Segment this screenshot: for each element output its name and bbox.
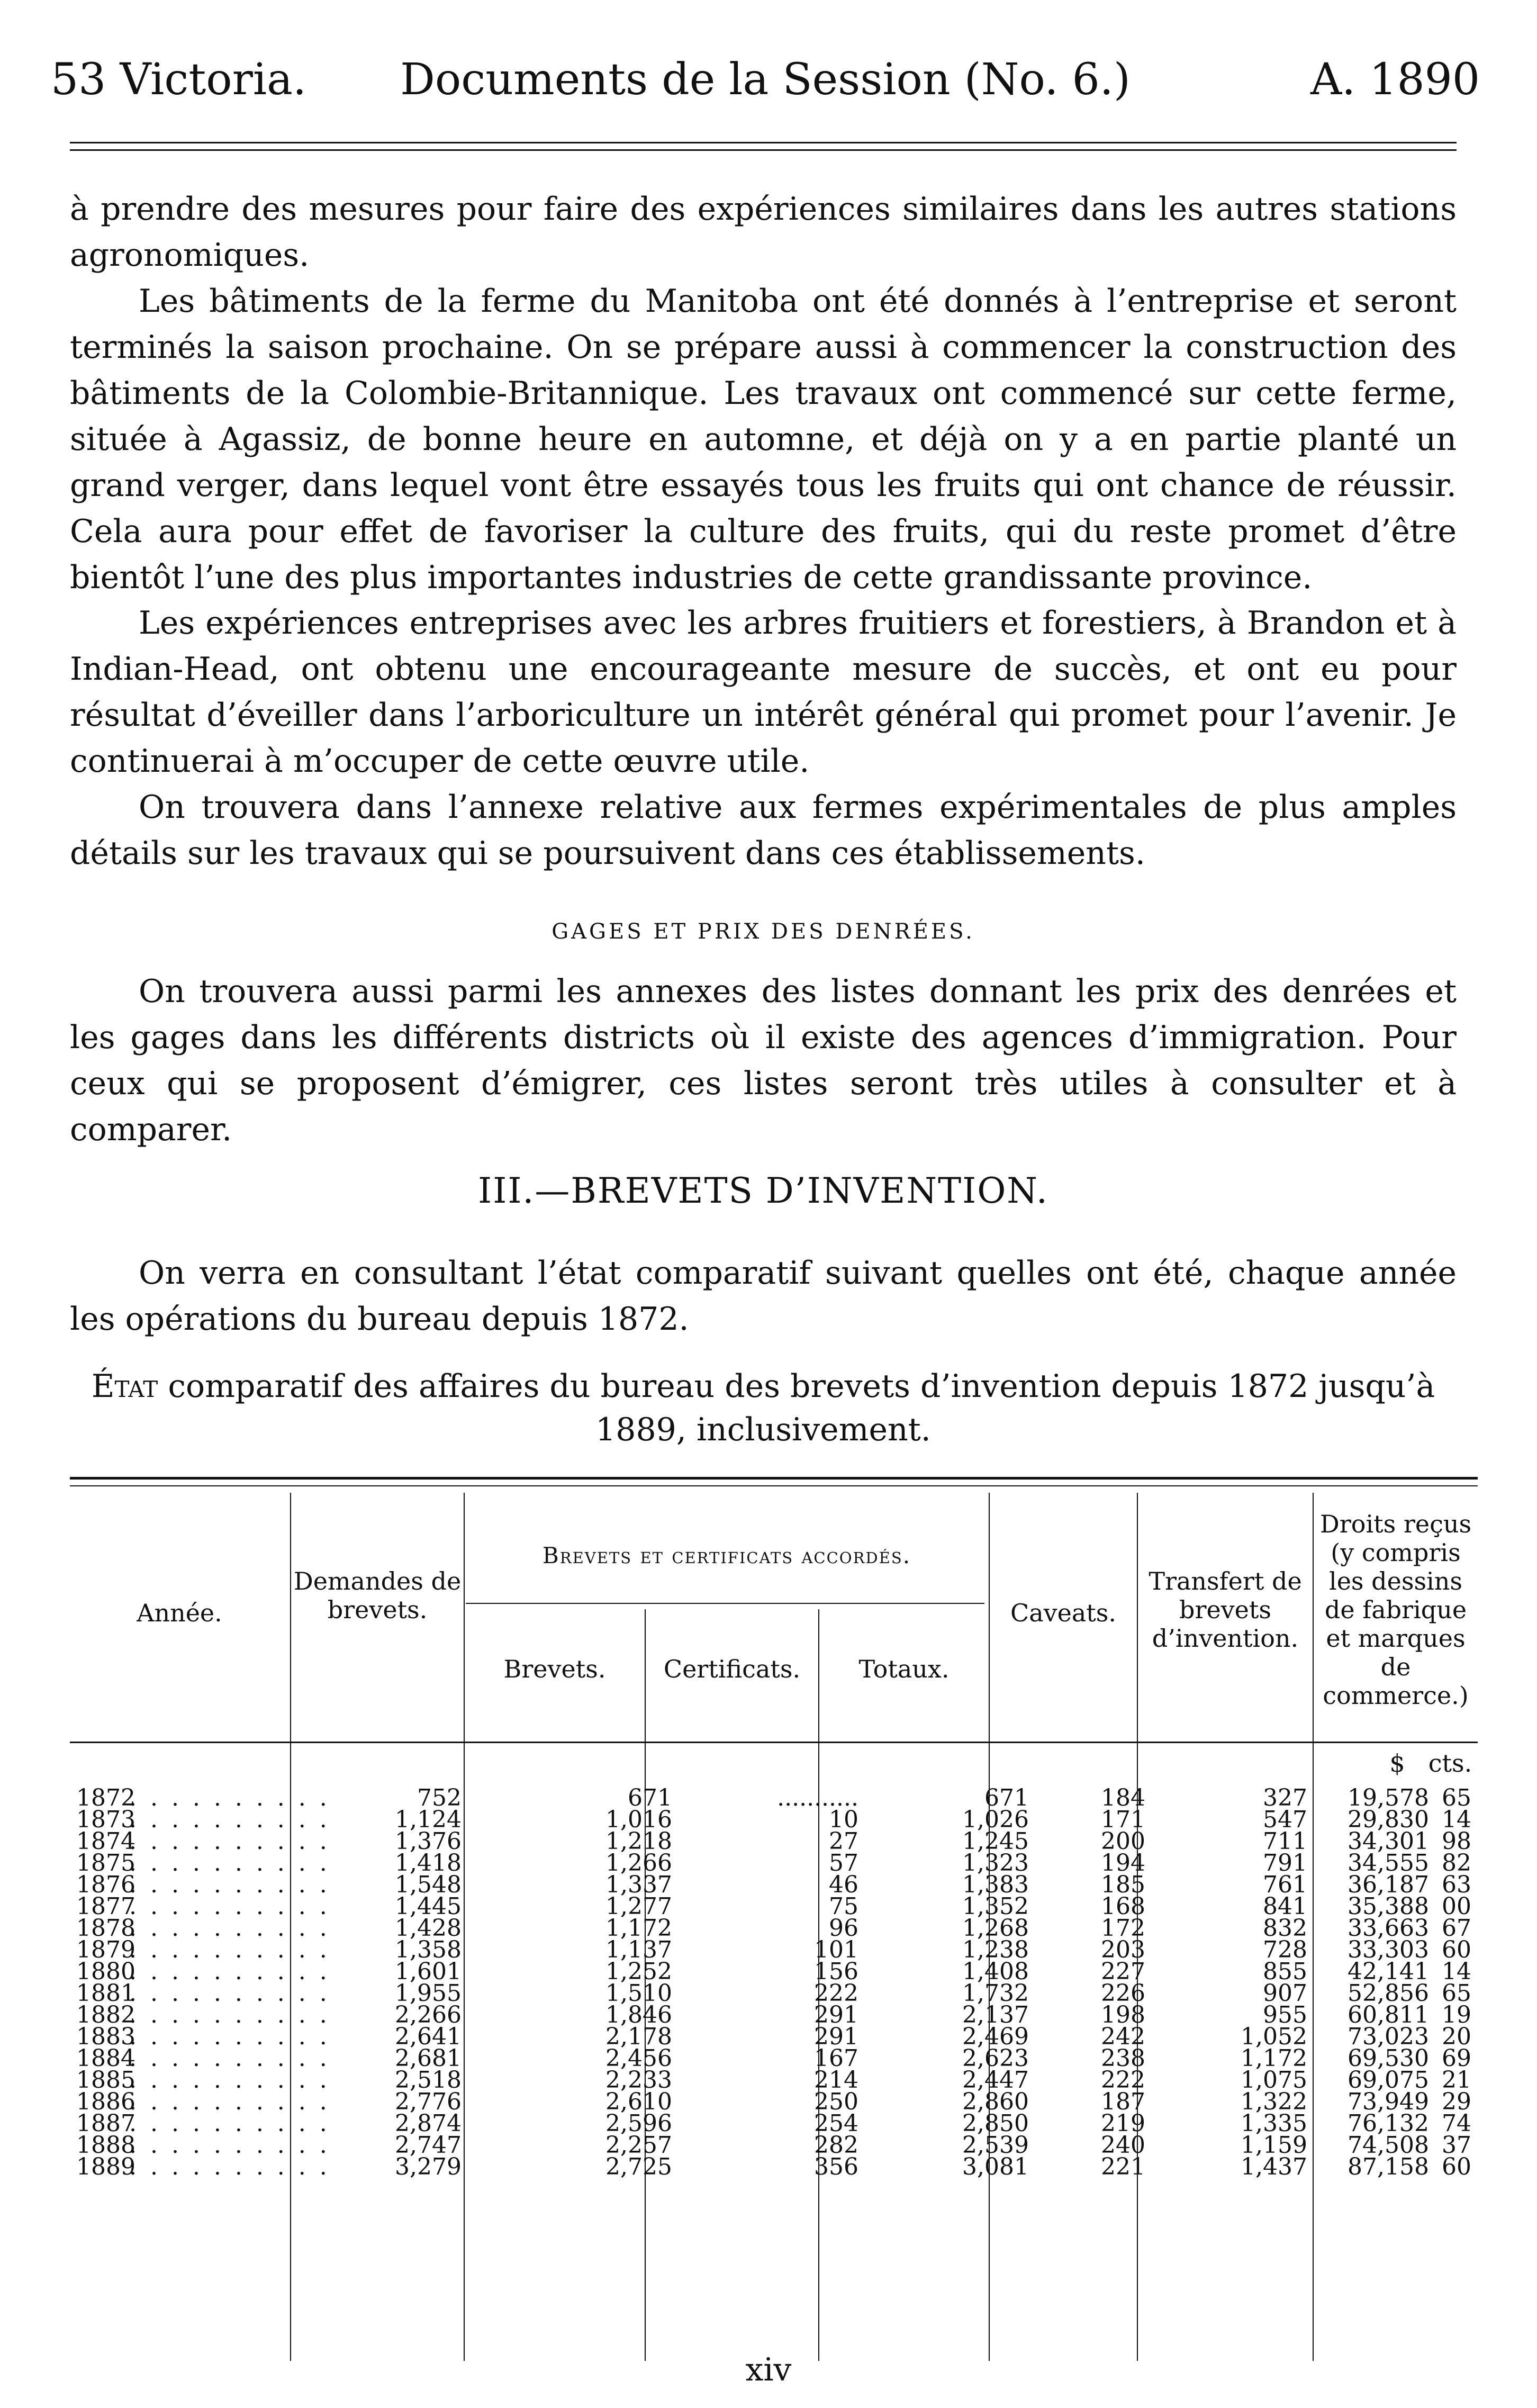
demandes-cell: 1,124 (395, 1806, 462, 1833)
year-cell: 1886 (76, 2088, 135, 2115)
year-cell: 1888 (76, 2132, 135, 2159)
cts-cell: 14 (1442, 1958, 1471, 1985)
demandes-cell: 2,641 (395, 2023, 462, 2050)
transfert-cell: 547 (1263, 1806, 1307, 1833)
demandes-cell: 1,428 (395, 1915, 462, 1942)
transfert-cell: 907 (1263, 1980, 1307, 2007)
transfert-cell: 955 (1263, 2001, 1307, 2028)
cts-cell: 74 (1442, 2110, 1471, 2137)
year-cell: 1876 (76, 1871, 135, 1898)
leader-dots: . . . . . . . . . . (129, 2026, 330, 2048)
caveats-cell: 219 (1101, 2110, 1145, 2137)
certificats-cell: ........... (777, 1784, 858, 1811)
totaux-cell: 1,238 (962, 1936, 1029, 1963)
demandes-cell: 2,266 (395, 2001, 462, 2028)
table-row (70, 1784, 1478, 1811)
totaux-cell: 2,850 (962, 2110, 1029, 2137)
leader-dots: . . . . . . . . . . (129, 2134, 330, 2156)
header-droits: Droits reçus (y compris les dessins de fabrique et marques de commerce.) (1319, 1510, 1472, 1710)
leader-dots: . . . . . . . . . . (129, 2004, 330, 2026)
transfert-cell: 1,172 (1241, 2045, 1307, 2072)
caveats-cell: 242 (1101, 2023, 1145, 2050)
caveats-cell: 203 (1101, 1936, 1145, 1963)
brevets-cell: 2,257 (605, 2132, 672, 2159)
caveats-cell: 238 (1101, 2045, 1145, 2072)
header-brevets: Brevets. (503, 1655, 606, 1683)
totaux-cell: 3,081 (962, 2153, 1029, 2180)
caveats-cell: 221 (1101, 2153, 1145, 2180)
dollars-cell: 73,949 (1348, 2088, 1429, 2115)
totaux-cell: 1,383 (962, 1871, 1029, 1898)
totaux-cell: 1,408 (962, 1958, 1029, 1985)
leader-dots: . . . . . . . . . . (129, 2156, 330, 2178)
table-row (70, 1828, 1478, 1855)
caveats-cell: 226 (1101, 1980, 1145, 2007)
leader-dots: . . . . . . . . . . (129, 1917, 330, 1939)
certificats-cell: 96 (829, 1915, 858, 1942)
transfert-cell: 1,322 (1241, 2088, 1307, 2115)
year-cell: 1885 (76, 2067, 135, 2094)
demandes-cell: 1,358 (395, 1936, 462, 1963)
dollars-cell: 69,075 (1348, 2067, 1429, 2094)
transfert-cell: 1,335 (1241, 2110, 1307, 2137)
totaux-cell: 2,623 (962, 2045, 1029, 2072)
dollars-cell: 76,132 (1348, 2110, 1429, 2137)
certificats-cell: 156 (814, 1958, 858, 1985)
dollars-cell: 36,187 (1348, 1871, 1429, 1898)
brevets-cell: 1,277 (605, 1893, 672, 1920)
table-row (70, 1980, 1478, 2007)
dollars-cell: 87,158 (1348, 2153, 1429, 2180)
cts-cell: 98 (1442, 1828, 1471, 1855)
cts-cell: 60 (1442, 2153, 1471, 2180)
table-row (70, 1915, 1478, 1942)
table-row (70, 2023, 1478, 2050)
demandes-cell: 1,418 (395, 1850, 462, 1877)
caveats-cell: 194 (1101, 1850, 1145, 1877)
paragraph-brevets: On verra en consultant l’état comparatif suivant quelles ont été, chaque année les opérations du bureau depuis 1872. (70, 1255, 1457, 1338)
certificats-cell: 291 (814, 2001, 858, 2028)
transfert-cell: 761 (1263, 1871, 1307, 1898)
year-cell: 1874 (76, 1828, 135, 1855)
paragraph-experiences: Les expériences entreprises avec les arbres fruitiers et forestiers, à Brandon et à Indian-Head, ont obtenu une encourageante mesure de succès, et ont eu pour résultat d’éveiller dans l’arboriculture un intérêt général qui promet pour l’avenir. Je continuerai à m’occuper de cette œuvre utile. (70, 605, 1457, 780)
table-row (70, 1893, 1478, 1920)
totaux-cell: 2,447 (962, 2067, 1029, 2094)
certificats-cell: 27 (829, 1828, 858, 1855)
section-heading: III.—BREVETS D’INVENTION. (478, 1170, 1048, 1211)
brevets-cell: 1,172 (605, 1915, 672, 1942)
caveats-cell: 168 (1101, 1893, 1145, 1920)
certificats-cell: 222 (814, 1980, 858, 2007)
year-cell: 1877 (76, 1893, 135, 1920)
header-rule-top (70, 142, 1457, 143)
totaux-cell: 1,268 (962, 1915, 1029, 1942)
demandes-cell: 1,955 (395, 1980, 462, 2007)
dollars-cell: 33,663 (1348, 1915, 1429, 1942)
transfert-cell: 855 (1263, 1958, 1307, 1985)
brevets-cell: 2,610 (605, 2088, 672, 2115)
caveats-cell: 172 (1101, 1915, 1145, 1942)
dollars-cell: 34,301 (1348, 1828, 1429, 1855)
table-row (70, 2110, 1478, 2137)
page-folio: xiv (745, 2351, 792, 2388)
caveats-cell: 240 (1101, 2132, 1145, 2159)
cts-cell: 65 (1442, 1784, 1471, 1811)
leader-dots: . . . . . . . . . . (129, 2091, 330, 2113)
certificats-cell: 57 (829, 1850, 858, 1877)
table-title (70, 1365, 1457, 1451)
paragraph-manitoba: Les bâtiments de la ferme du Manitoba ont été donnés à l’entreprise et seront terminés la saison prochaine. On se prépare aussi à commencer la construction des bâtiments de la Colombie-Britannique. Les travaux ont commencé sur cette ferme, située à Agassiz, de bonne heure en automne, et déjà on y a en partie planté un grand verger, dans lequel vont être essayés tous les fruits qui ont chance de réussir. Cela aura pour effet de favoriser la culture des fruits, qui du reste promet d’être bientôt l’une des plus importantes industries de cette grandissante province. (70, 283, 1457, 596)
demandes-cell: 752 (417, 1784, 462, 1811)
year-cell: 1883 (76, 2023, 135, 2050)
leader-dots: . . . . . . . . . . (129, 1787, 330, 1809)
header-certificats: Certificats. (663, 1655, 801, 1683)
totaux-cell: 1,352 (962, 1893, 1029, 1920)
table-rule-top-thick (70, 1477, 1478, 1480)
year-cell: 1872 (76, 1784, 135, 1811)
table-rule-header (70, 1742, 1478, 1743)
year-cell: 1879 (76, 1936, 135, 1963)
caveats-cell: 200 (1101, 1828, 1145, 1855)
brevets-cell: 1,266 (605, 1850, 672, 1877)
demandes-cell: 2,776 (395, 2088, 462, 2115)
caveats-cell: 222 (1101, 2067, 1145, 2094)
leader-dots: . . . . . . . . . . (129, 1852, 330, 1874)
demandes-cell: 3,279 (395, 2153, 462, 2180)
transfert-cell: 1,075 (1241, 2067, 1307, 2094)
group-rule (466, 1603, 984, 1604)
totaux-cell: 1,026 (962, 1806, 1029, 1833)
cts-cell: 65 (1442, 1980, 1471, 2007)
demandes-cell: 1,601 (395, 1958, 462, 1985)
brevets-cell: 2,233 (605, 2067, 672, 2094)
demandes-cell: 2,874 (395, 2110, 462, 2137)
cts-cell: 29 (1442, 2088, 1471, 2115)
header-transfert: Transfert de brevets d’invention. (1149, 1567, 1302, 1653)
brevets-cell: 1,510 (605, 1980, 672, 2007)
cts-cell: 21 (1442, 2067, 1471, 2094)
cts-cell: 82 (1442, 1850, 1471, 1877)
dollars-cell: 29,830 (1348, 1806, 1429, 1833)
units-cts: cts. (1428, 1749, 1472, 1778)
leader-dots: . . . . . . . . . . (129, 1809, 330, 1830)
certificats-cell: 250 (814, 2088, 858, 2115)
table-row (70, 1850, 1478, 1877)
table-row (70, 2153, 1478, 2180)
leader-dots: . . . . . . . . . . (129, 2048, 330, 2069)
dollars-cell: 34,555 (1348, 1850, 1429, 1877)
brevets-cell: 1,252 (605, 1958, 672, 1985)
transfert-cell: 841 (1263, 1893, 1307, 1920)
header-session: 53 Victoria. (51, 55, 307, 105)
year-cell: 1884 (76, 2045, 135, 2072)
demandes-cell: 2,681 (395, 2045, 462, 2072)
caveats-cell: 198 (1101, 2001, 1145, 2028)
table-title-rest: comparatif des affaires du bureau des brevets d’invention depuis 1872 jusqu’à 1889, inclusivement. (158, 1368, 1435, 1448)
caveats-cell: 227 (1101, 1958, 1145, 1985)
transfert-cell: 327 (1263, 1784, 1307, 1811)
cts-cell: 69 (1442, 2045, 1471, 2072)
cts-cell: 14 (1442, 1806, 1471, 1833)
caveats-cell: 187 (1101, 2088, 1145, 2115)
leader-dots: . . . . . . . . . . (129, 1830, 330, 1852)
brevets-cell: 1,337 (605, 1871, 672, 1898)
table-row (70, 2132, 1478, 2159)
year-cell: 1881 (76, 1980, 135, 2007)
brevets-cell: 2,596 (605, 2110, 672, 2137)
year-cell: 1887 (76, 2110, 135, 2137)
certificats-cell: 291 (814, 2023, 858, 2050)
header-demandes: Demandes de brevets. (293, 1567, 462, 1624)
dollars-cell: 74,508 (1348, 2132, 1429, 2159)
table-row (70, 2045, 1478, 2072)
table-row (70, 1871, 1478, 1898)
leader-dots: . . . . . . . . . . (129, 1982, 330, 2004)
table-row (70, 2067, 1478, 2094)
transfert-cell: 791 (1263, 1850, 1307, 1877)
brevets-cell: 2,178 (605, 2023, 672, 2050)
certificats-cell: 46 (829, 1871, 858, 1898)
certificats-cell: 101 (814, 1936, 858, 1963)
year-cell: 1875 (76, 1850, 135, 1877)
dollars-cell: 52,856 (1348, 1980, 1429, 2007)
brevets-cell: 1,137 (605, 1936, 672, 1963)
totaux-cell: 1,245 (962, 1828, 1029, 1855)
table-row (70, 1958, 1478, 1985)
running-header (51, 51, 1480, 109)
caveats-cell: 184 (1101, 1784, 1145, 1811)
demandes-cell: 2,518 (395, 2067, 462, 2094)
totaux-cell: 1,323 (962, 1850, 1029, 1877)
cts-cell: 20 (1442, 2023, 1471, 2050)
dollars-cell: 33,303 (1348, 1936, 1429, 1963)
transfert-cell: 711 (1263, 1828, 1307, 1855)
units-dollar: $ (1389, 1749, 1405, 1778)
cts-cell: 67 (1442, 1915, 1471, 1942)
leader-dots: . . . . . . . . . . (129, 1874, 330, 1896)
table-row (70, 1936, 1478, 1963)
table-row (70, 2088, 1478, 2115)
header-caveats: Caveats. (1010, 1599, 1116, 1627)
table-body (70, 1784, 1478, 2180)
certificats-cell: 167 (814, 2045, 858, 2072)
table-rule-top-thin (70, 1485, 1478, 1486)
table-row (70, 1806, 1478, 1833)
header-year: A. 1890 (1310, 55, 1480, 105)
brevets-cell: 1,218 (605, 1828, 672, 1855)
certificats-cell: 75 (829, 1893, 858, 1920)
totaux-cell: 2,469 (962, 2023, 1029, 2050)
header-annee: Année. (137, 1599, 222, 1627)
demandes-cell: 1,548 (395, 1871, 462, 1898)
dollars-cell: 35,388 (1348, 1893, 1429, 1920)
cts-cell: 37 (1442, 2132, 1471, 2159)
leader-dots: . . . . . . . . . . (129, 2069, 330, 2091)
gages-heading: GAGES ET PRIX DES DENRÉES. (551, 919, 975, 944)
caveats-cell: 185 (1101, 1871, 1145, 1898)
year-cell: 1880 (76, 1958, 135, 1985)
transfert-cell: 1,159 (1241, 2132, 1307, 2159)
leader-dots: . . . . . . . . . . (129, 1939, 330, 1961)
cts-cell: 60 (1442, 1936, 1471, 1963)
year-cell: 1878 (76, 1915, 135, 1942)
totaux-cell: 2,860 (962, 2088, 1029, 2115)
cts-cell: 00 (1442, 1893, 1471, 1920)
table-title-word: État (91, 1368, 158, 1405)
totaux-cell: 2,539 (962, 2132, 1029, 2159)
transfert-cell: 832 (1263, 1915, 1307, 1942)
demandes-cell: 1,445 (395, 1893, 462, 1920)
transfert-cell: 1,437 (1241, 2153, 1307, 2180)
year-cell: 1873 (76, 1806, 135, 1833)
totaux-cell: 1,732 (962, 1980, 1029, 2007)
totaux-cell: 671 (984, 1784, 1029, 1811)
paragraph-gages: On trouvera aussi parmi les annexes des listes donnant les prix des denrées et les gages dans les différents districts où il existe des agences d’immigration. Pour ceux qui se proposent d’émigrer, ces listes seront très utiles à consulter et à comparer. (70, 973, 1457, 1148)
header-totaux: Totaux. (858, 1655, 950, 1683)
leader-dots: . . . . . . . . . . (129, 1896, 330, 1917)
certificats-cell: 356 (814, 2153, 858, 2180)
transfert-cell: 1,052 (1241, 2023, 1307, 2050)
dollars-cell: 42,141 (1348, 1958, 1429, 1985)
cts-cell: 19 (1442, 2001, 1471, 2028)
leader-dots: . . . . . . . . . . (129, 2113, 330, 2134)
certificats-cell: 214 (814, 2067, 858, 2094)
dollars-cell: 19,578 (1348, 1784, 1429, 1811)
header-title: Documents de la Session (No. 6.) (400, 55, 1131, 105)
brevets-cell: 1,846 (605, 2001, 672, 2028)
year-cell: 1889 (76, 2153, 135, 2180)
certificats-cell: 254 (814, 2110, 858, 2137)
dollars-cell: 60,811 (1348, 2001, 1429, 2028)
demandes-cell: 1,376 (395, 1828, 462, 1855)
paragraph-annexe: On trouvera dans l’annexe relative aux fermes expérimentales de plus amples détails sur les travaux qui se poursuivent dans ces établissements. (70, 789, 1457, 872)
leader-dots: . . . . . . . . . . (129, 1961, 330, 1982)
caveats-cell: 171 (1101, 1806, 1145, 1833)
certificats-cell: 10 (829, 1806, 858, 1833)
certificats-cell: 282 (814, 2132, 858, 2159)
cts-cell: 63 (1442, 1871, 1471, 1898)
brevets-cell: 2,456 (605, 2045, 672, 2072)
brevets-cell: 671 (628, 1784, 672, 1811)
dollars-cell: 69,530 (1348, 2045, 1429, 2072)
paragraph-continuation: à prendre des mesures pour faire des expériences similaires dans les autres stations agronomiques. (70, 191, 1457, 274)
header-group: Brevets et certificats accordés. (542, 1543, 911, 1568)
table-row (70, 2001, 1478, 2028)
year-cell: 1882 (76, 2001, 135, 2028)
brevets-cell: 2,725 (605, 2153, 672, 2180)
header-rule-bottom (70, 149, 1457, 151)
brevets-cell: 1,016 (605, 1806, 672, 1833)
totaux-cell: 2,137 (962, 2001, 1029, 2028)
dollars-cell: 73,023 (1348, 2023, 1429, 2050)
demandes-cell: 2,747 (395, 2132, 462, 2159)
transfert-cell: 728 (1263, 1936, 1307, 1963)
